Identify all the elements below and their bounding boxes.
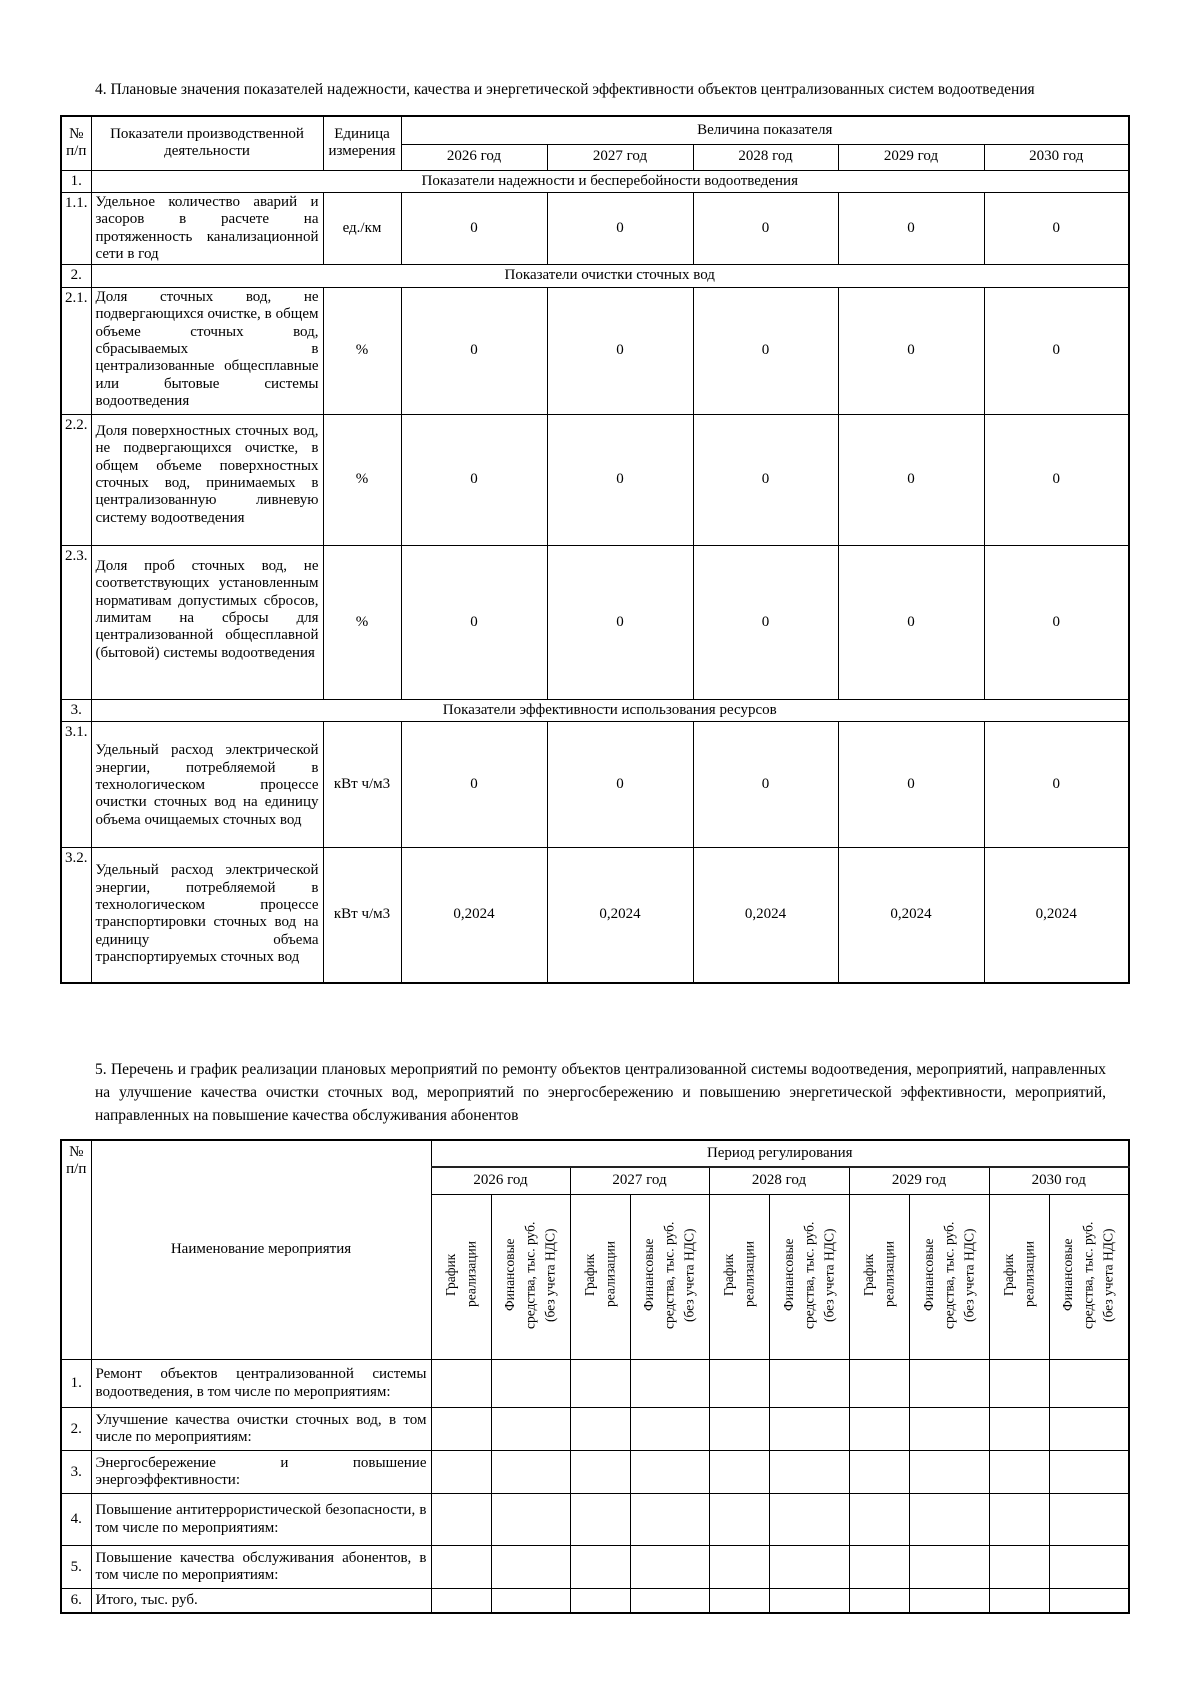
col-header-year-2029: 2029 год [838,144,984,170]
empty-cell [630,1360,709,1408]
empty-cell [431,1360,491,1408]
empty-cell [769,1408,849,1451]
indicators-table [60,115,1130,984]
row-number: 6. [61,1589,91,1613]
col-header-measure-name: Наименование мероприятия [91,1140,431,1360]
vertical-label: Финансовые средства, тыс. руб. (без учета НДС) [502,1220,558,1329]
row-number: 3.2. [61,848,91,983]
value-cell: 0 [693,192,838,265]
col-header-schedule [849,1195,909,1360]
value-cell: 0,2024 [401,848,547,983]
empty-cell [989,1494,1049,1546]
value-cell: 0 [838,722,984,848]
unit-cell: % [323,287,401,414]
empty-cell [630,1589,709,1613]
col-header-schedule [709,1195,769,1360]
value-cell: 0 [401,192,547,265]
value-cell: 0 [984,545,1129,699]
empty-cell [491,1360,570,1408]
measure-name: Ремонт объектов централизованной системы водоотведения, в том числе по мероприятиям: [91,1360,431,1408]
indicator-name: Доля проб сточных вод, не соответствующих установленным нормативам допустимых сбросов, лимитам на сбросы для централизованной общесплавной (бытовой) системы водоотведения [91,545,323,699]
table-row [61,545,1129,699]
empty-cell [1049,1546,1129,1589]
vertical-label: График реализации [581,1241,617,1308]
empty-cell [431,1589,491,1613]
empty-cell [849,1451,909,1494]
value-cell: 0 [547,722,693,848]
table-row [61,1408,1129,1451]
measures-table [60,1139,1130,1614]
empty-cell [989,1408,1049,1451]
indicator-name: Доля поверхностных сточных вод, не подвергающихся очистке, в общем объеме поверхностных сточных вод, принимаемых в централизованную ливневую систему водоотведения [91,414,323,545]
row-number: 3. [61,699,91,721]
empty-cell [709,1546,769,1589]
empty-cell [709,1408,769,1451]
table-row [61,848,1129,983]
indicator-name: Удельный расход электрической энергии, потребляемой в технологическом процессе транспортировки сточных вод на единицу объема транспортируемых сточных вод [91,848,323,983]
empty-cell [709,1360,769,1408]
vertical-label: График реализации [442,1241,478,1308]
empty-cell [431,1494,491,1546]
empty-cell [491,1589,570,1613]
value-cell: 0 [693,414,838,545]
section-4-heading: 4. Плановые значения показателей надежности, качества и энергетической эффективности объектов централизованных систем водоотведения [95,81,1035,98]
empty-cell [849,1494,909,1546]
empty-cell [491,1451,570,1494]
col-header-year-2028: 2028 год [693,144,838,170]
empty-cell [1049,1408,1129,1451]
col-header-num: № п/п [61,1140,91,1360]
header-row [61,116,1129,144]
section-title: Показатели эффективности использования ресурсов [91,699,1129,721]
value-cell: 0 [693,287,838,414]
unit-cell: % [323,545,401,699]
row-number: 3. [61,1451,91,1494]
row-number: 4. [61,1494,91,1546]
table-row [61,192,1129,265]
section-title: Показатели очистки сточных вод [91,265,1129,287]
empty-cell [431,1408,491,1451]
empty-cell [909,1494,989,1546]
col-header-finance [491,1195,570,1360]
col-header-finance [1049,1195,1129,1360]
empty-cell [431,1451,491,1494]
col-header-finance [630,1195,709,1360]
vertical-label: Финансовые средства, тыс. руб. (без учета НДС) [780,1220,837,1329]
empty-cell [570,1360,630,1408]
measure-name: Итого, тыс. руб. [91,1589,431,1613]
value-cell: 0 [547,287,693,414]
indicator-name: Удельный расход электрической энергии, потребляемой в технологическом процессе очистки сточных вод на единицу объема очищаемых сточных вод [91,722,323,848]
value-cell: 0 [401,545,547,699]
section-row [61,699,1129,721]
col-header-unit: Единица измерения [323,116,401,170]
value-cell: 0 [984,287,1129,414]
empty-cell [709,1494,769,1546]
value-cell: 0,2024 [693,848,838,983]
empty-cell [431,1546,491,1589]
value-cell: 0,2024 [838,848,984,983]
vertical-label: График реализации [720,1241,756,1308]
col-header-schedule [431,1195,491,1360]
measure-name: Улучшение качества очистки сточных вод, в том числе по мероприятиям: [91,1408,431,1451]
empty-cell [769,1494,849,1546]
value-cell: 0 [984,722,1129,848]
empty-cell [909,1589,989,1613]
col-header-schedule [989,1195,1049,1360]
row-number: 2. [61,1408,91,1451]
value-cell: 0,2024 [984,848,1129,983]
empty-cell [1049,1451,1129,1494]
empty-cell [849,1408,909,1451]
table-row [61,722,1129,848]
col-header-year-2030: 2030 год [989,1167,1129,1195]
value-cell: 0 [984,414,1129,545]
vertical-label: График реализации [860,1241,896,1308]
unit-cell: кВт ч/м3 [323,848,401,983]
value-cell: 0 [693,722,838,848]
empty-cell [570,1589,630,1613]
col-header-year-2026: 2026 год [401,144,547,170]
table-row [61,1589,1129,1613]
table-row [61,1546,1129,1589]
empty-cell [909,1546,989,1589]
section-row [61,170,1129,192]
col-header-year-2027: 2027 год [547,144,693,170]
vertical-label: Финансовые средства, тыс. руб. (без учета НДС) [1060,1220,1116,1329]
value-cell: 0 [401,722,547,848]
value-cell: 0 [838,192,984,265]
unit-cell: кВт ч/м3 [323,722,401,848]
empty-cell [630,1451,709,1494]
value-cell: 0 [547,414,693,545]
vertical-label: График реализации [1000,1241,1036,1308]
section-5-heading: 5. Перечень и график реализации плановых мероприятий по ремонту объектов централизованной системы водоотведения, мероприятий, направленных на улучшение качества очистки сточных вод, мероприятий по энергосбережению и повышению энергетической эффективности, мероприятий, направленных на повышение качества обслуживания абонентов [95,1060,1106,1124]
table-row [61,414,1129,545]
row-number: 1. [61,170,91,192]
row-number: 2. [61,265,91,287]
empty-cell [849,1546,909,1589]
empty-cell [989,1451,1049,1494]
empty-cell [909,1408,989,1451]
vertical-label: Финансовые средства, тыс. руб. (без учета НДС) [641,1220,697,1329]
empty-cell [709,1589,769,1613]
value-cell: 0 [401,414,547,545]
empty-cell [491,1546,570,1589]
row-number: 3.1. [61,722,91,848]
unit-cell: % [323,414,401,545]
vertical-label: Финансовые средства, тыс. руб. (без учета НДС) [920,1220,977,1329]
empty-cell [570,1494,630,1546]
empty-cell [570,1546,630,1589]
value-cell: 0,2024 [547,848,693,983]
empty-cell [491,1494,570,1546]
row-number: 1. [61,1360,91,1408]
empty-cell [630,1546,709,1589]
col-header-indicator: Показатели производственной деятельности [91,116,323,170]
col-header-finance [909,1195,989,1360]
row-number: 5. [61,1546,91,1589]
empty-cell [630,1408,709,1451]
unit-cell: ед./км [323,192,401,265]
indicator-name: Доля сточных вод, не подвергающихся очистке, в общем объеме сточных вод, сбрасываемых в централизованные общесплавные или бытовые системы водоотведения [91,287,323,414]
row-number: 2.1. [61,287,91,414]
empty-cell [769,1451,849,1494]
header-row-period [61,1140,1129,1167]
empty-cell [989,1360,1049,1408]
indicator-name: Удельное количество аварий и засоров в расчете на протяженность канализационной сети в год [91,192,323,265]
value-cell: 0 [838,414,984,545]
table-row [61,1494,1129,1546]
empty-cell [1049,1589,1129,1613]
col-header-year-2030: 2030 год [984,144,1129,170]
table-row [61,287,1129,414]
table-row [61,1451,1129,1494]
col-header-year-2026: 2026 год [431,1167,570,1195]
table-row [61,1360,1129,1408]
value-cell: 0 [547,545,693,699]
value-cell: 0 [693,545,838,699]
row-number: 2.3. [61,545,91,699]
col-header-schedule [570,1195,630,1360]
empty-cell [1049,1494,1129,1546]
empty-cell [769,1360,849,1408]
measure-name: Повышение качества обслуживания абонентов, в том числе по мероприятиям: [91,1546,431,1589]
col-header-finance [769,1195,849,1360]
empty-cell [630,1494,709,1546]
empty-cell [491,1408,570,1451]
empty-cell [909,1451,989,1494]
empty-cell [849,1360,909,1408]
col-header-value-group: Величина показателя [401,116,1129,144]
empty-cell [570,1408,630,1451]
empty-cell [769,1589,849,1613]
empty-cell [1049,1360,1129,1408]
col-header-year-2027: 2027 год [570,1167,709,1195]
col-header-num: № п/п [61,116,91,170]
value-cell: 0 [401,287,547,414]
empty-cell [909,1360,989,1408]
empty-cell [989,1589,1049,1613]
row-number: 2.2. [61,414,91,545]
row-number: 1.1. [61,192,91,265]
empty-cell [989,1546,1049,1589]
empty-cell [570,1451,630,1494]
measure-name: Энергосбережение и повышение энергоэффективности: [91,1451,431,1494]
value-cell: 0 [838,545,984,699]
empty-cell [709,1451,769,1494]
col-header-year-2029: 2029 год [849,1167,989,1195]
empty-cell [769,1546,849,1589]
value-cell: 0 [984,192,1129,265]
col-header-period-group: Период регулирования [431,1140,1129,1167]
col-header-year-2028: 2028 год [709,1167,849,1195]
empty-cell [849,1589,909,1613]
section-row [61,265,1129,287]
section-title: Показатели надежности и бесперебойности водоотведения [91,170,1129,192]
value-cell: 0 [547,192,693,265]
value-cell: 0 [838,287,984,414]
measure-name: Повышение антитеррористической безопасности, в том числе по мероприятиям: [91,1494,431,1546]
